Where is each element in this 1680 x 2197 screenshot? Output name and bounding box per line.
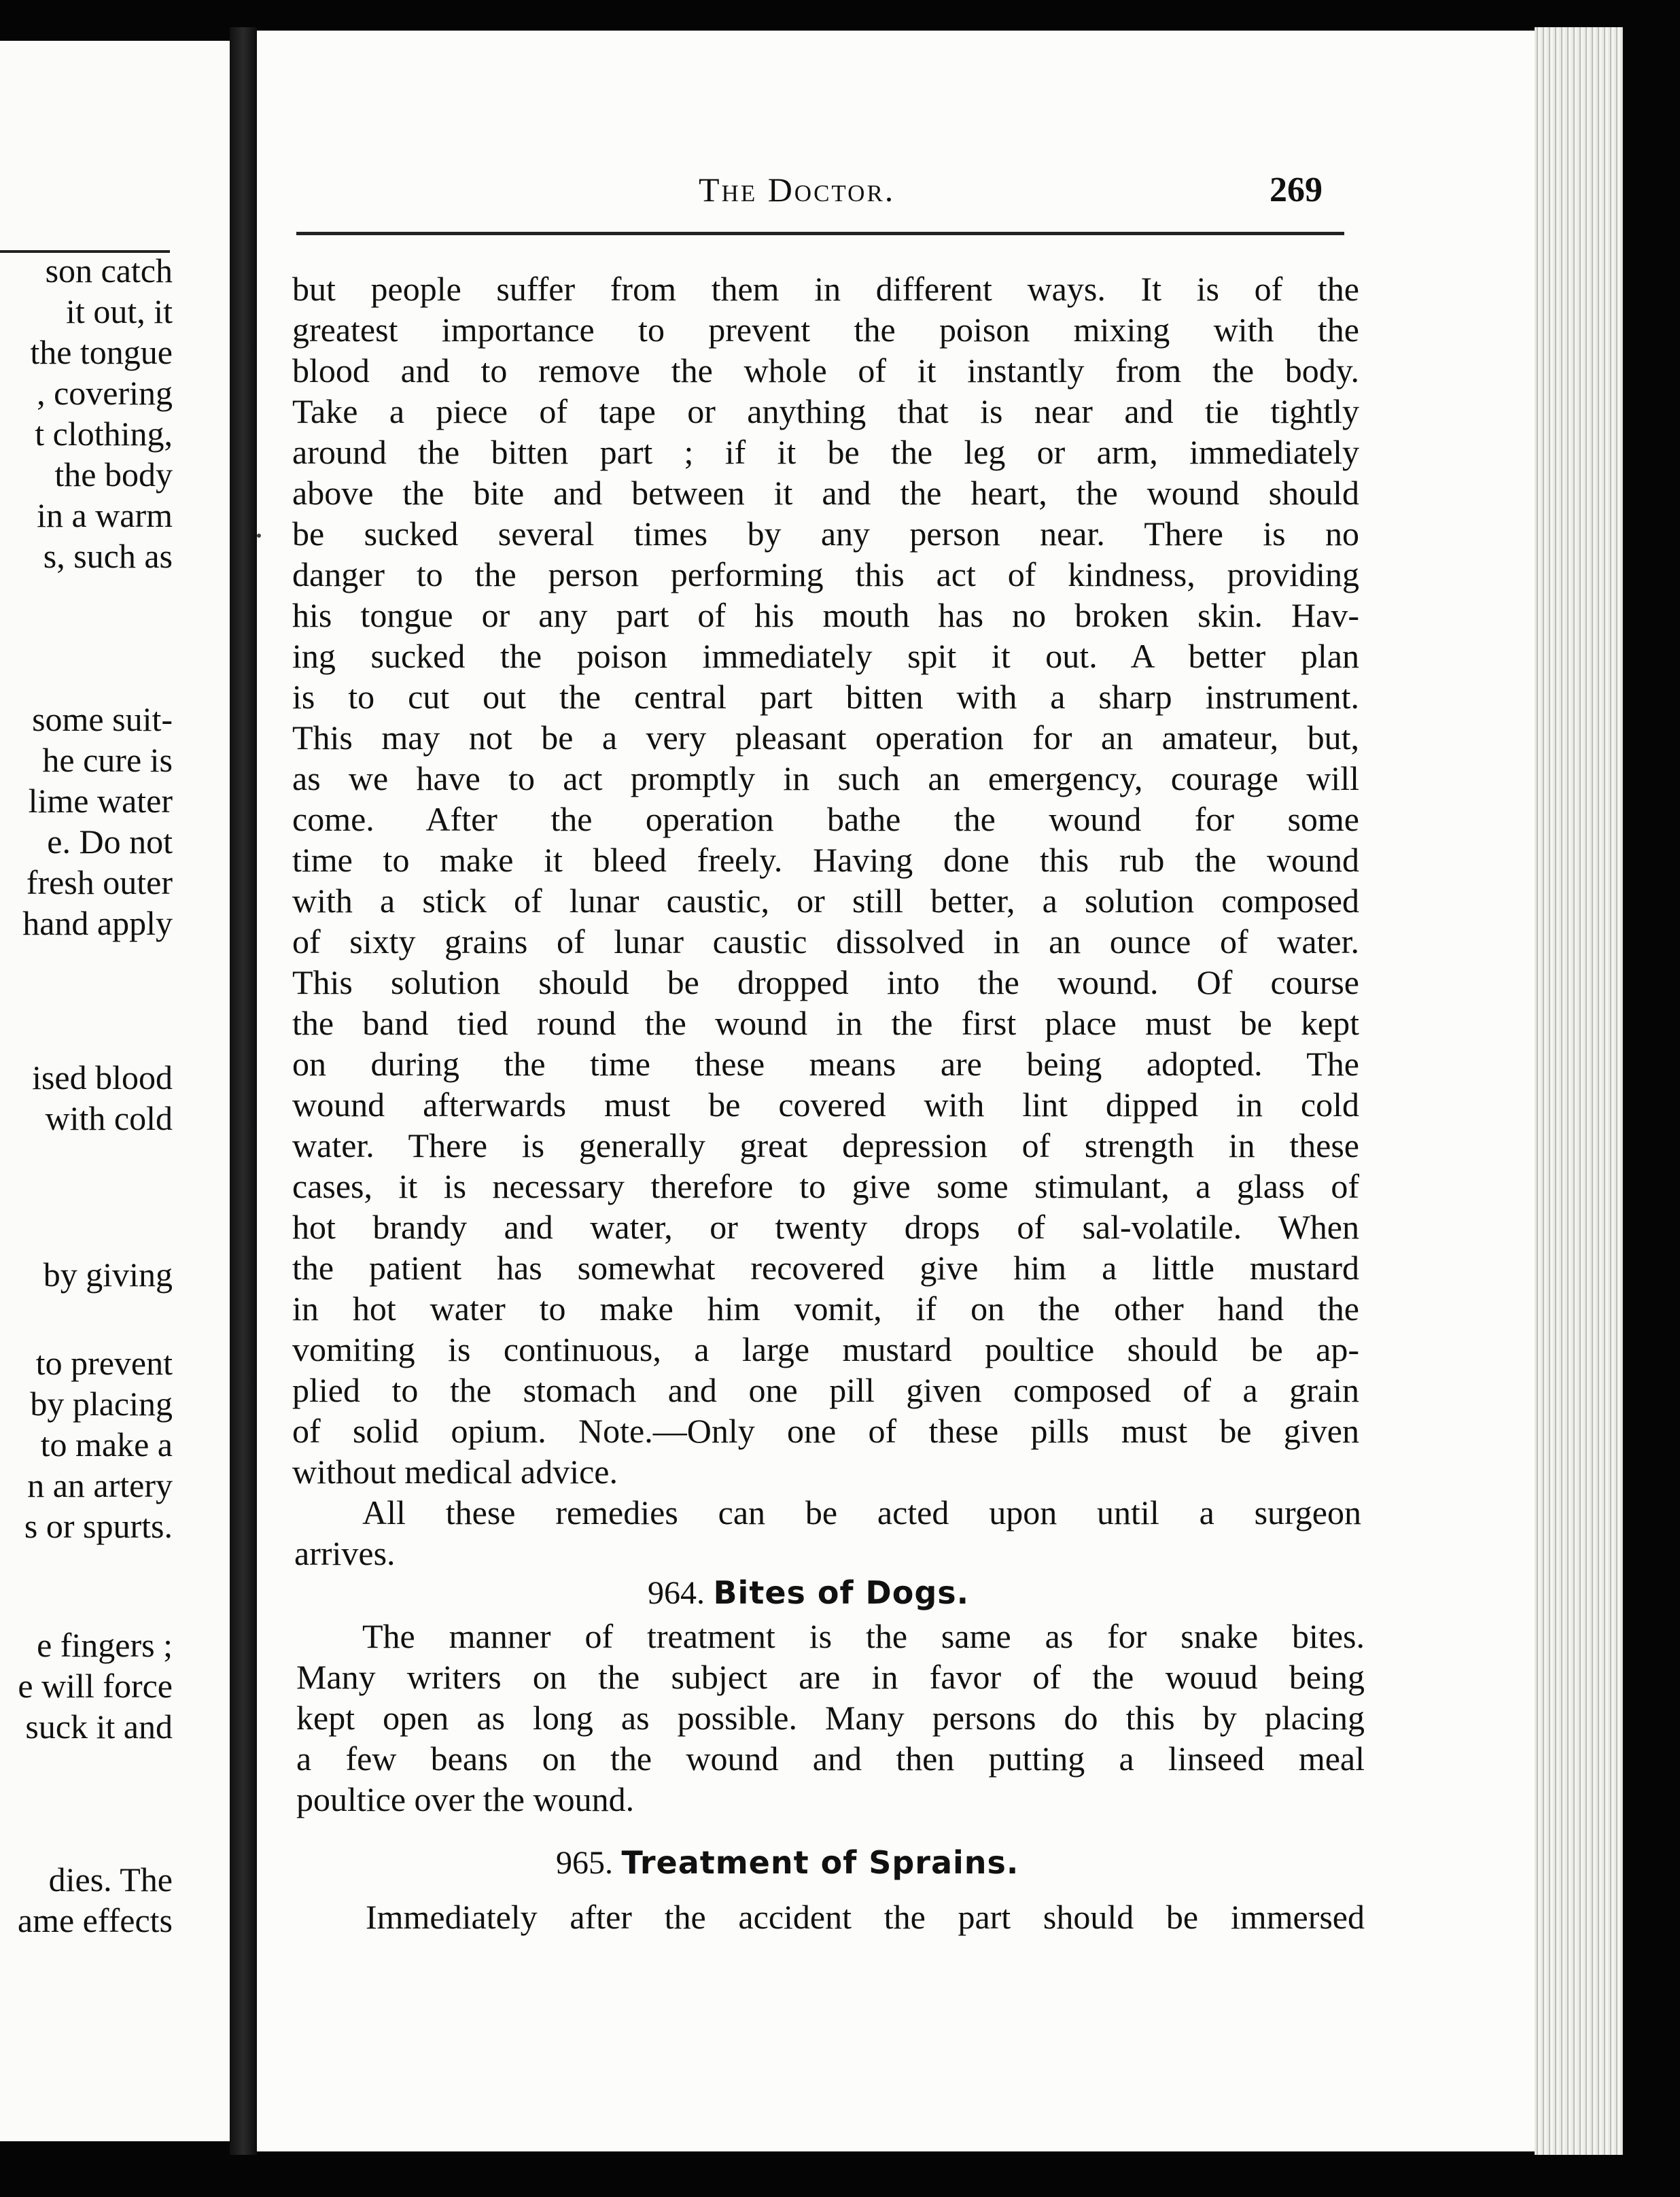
left-page-line: hand apply — [22, 904, 173, 942]
text-line: the patient has somewhat recovered give him a little mustard — [292, 1249, 1359, 1287]
header-rule — [296, 232, 1344, 235]
text-line: plied to the stomach and one pill given composed of a grain — [292, 1371, 1359, 1409]
text-line: poultice over the wound. — [296, 1780, 635, 1818]
text-line: wound afterwards must be covered with lint dipped in cold — [292, 1086, 1359, 1124]
left-page-line: he cure is — [42, 741, 173, 779]
section-number: 964. — [648, 1575, 705, 1611]
text-line: around the bitten part ; if it be the leg or arm, immediately — [292, 433, 1359, 471]
left-page-line: with cold — [45, 1099, 173, 1137]
text-line: Immediately after the accident the part should be immersed — [366, 1898, 1365, 1936]
page-number: 269 — [1270, 171, 1323, 209]
text-line: water. There is generally great depression of strength in these — [292, 1126, 1359, 1164]
left-page-line: to make a — [40, 1425, 173, 1464]
left-page-line: in a warm — [37, 496, 173, 534]
section-title: Bites of Dogs. — [713, 1574, 970, 1611]
left-page-line: fresh outer — [26, 863, 173, 901]
text-line: danger to the person performing this act of kindness, providing — [292, 555, 1359, 593]
text-line: cases, it is necessary therefore to give some stimulant, a glass of — [292, 1167, 1359, 1205]
left-page-line: e. Do not — [47, 823, 173, 861]
text-line: the band tied round the wound in the first place must be kept — [292, 1004, 1359, 1042]
section-heading-964 — [648, 1572, 969, 1612]
text-line: as we have to act promptly in such an emergency, courage will — [292, 759, 1359, 797]
left-page-line: t clothing, — [35, 415, 173, 453]
text-line: Many writers on the subject are in favor of the wouud being — [296, 1658, 1365, 1696]
left-page-line: e fingers ; — [37, 1626, 173, 1664]
left-page-line: dies. The — [48, 1861, 173, 1899]
text-line: kept open as long as possible. Many persons do this by placing — [296, 1699, 1365, 1737]
text-line: but people suffer from them in different ways. It is of the — [292, 270, 1359, 308]
section-heading-965 — [556, 1842, 1019, 1882]
text-line: a few beans on the wound and then putting a linseed meal — [296, 1740, 1365, 1778]
text-line: This solution should be dropped into the wound. Of course — [292, 963, 1359, 1001]
page-edges — [1535, 27, 1623, 2155]
text-line: greatest importance to prevent the poison mixing with the — [292, 311, 1359, 349]
text-line: his tongue or any part of his mouth has no broken skin. Hav- — [292, 596, 1359, 634]
left-page-line: s, such as — [43, 537, 173, 575]
left-page-line: by placing — [30, 1385, 173, 1423]
left-page-line: ised blood — [32, 1058, 173, 1096]
left-page-line: son catch — [45, 252, 173, 290]
text-line: hot brandy and water, or twenty drops of sal-volatile. When — [292, 1208, 1359, 1246]
text-line: above the bite and between it and the heart, the wound should — [292, 474, 1359, 512]
left-page-line: , covering — [37, 374, 173, 412]
text-line: of sixty grains of lunar caustic dissolved in an ounce of water. — [292, 922, 1359, 961]
left-page-line: n an artery — [27, 1466, 173, 1504]
text-line: with a stick of lunar caustic, or still better, a solution composed — [292, 882, 1359, 920]
text-line: ing sucked the poison immediately spit it out. A better plan — [292, 637, 1359, 675]
text-line: Take a piece of tape or anything that is near and tie tightly — [292, 392, 1359, 430]
text-line: on during the time these means are being adopted. The — [292, 1045, 1359, 1083]
left-page-line: ame effects — [17, 1901, 173, 1939]
left-page-line: it out, it — [66, 292, 173, 330]
left-page-line: by giving — [43, 1256, 173, 1294]
text-line: The manner of treatment is the same as for snake bites. — [362, 1617, 1365, 1655]
text-line: blood and to remove the whole of it instantly from the body. — [292, 351, 1359, 390]
section-title: Treatment of Sprains. — [621, 1844, 1019, 1881]
left-page-line: suck it and — [25, 1708, 173, 1746]
running-title: The Doctor. — [699, 171, 896, 209]
left-page-line: e will force — [18, 1667, 173, 1705]
scan-speck — [257, 534, 261, 538]
text-line: be sucked several times by any person near. There is no — [292, 515, 1359, 553]
left-page-line: s or spurts. — [24, 1507, 173, 1545]
text-line: come. After the operation bathe the wound for some — [292, 800, 1359, 838]
main-page — [257, 31, 1535, 2151]
left-page-line: the tongue — [30, 333, 173, 371]
text-line: time to make it bleed freely. Having done this rub the wound — [292, 841, 1359, 879]
left-page-line: the body — [54, 455, 173, 494]
text-line: in hot water to make him vomit, if on the other hand the — [292, 1290, 1359, 1328]
book-gutter — [230, 27, 257, 2155]
section-number: 965. — [556, 1845, 613, 1881]
text-line: arrives. — [294, 1534, 396, 1572]
text-line: This may not be a very pleasant operation for an amateur, but, — [292, 719, 1359, 757]
left-page-line: lime water — [28, 782, 173, 820]
left-page-line: some suit- — [32, 700, 173, 738]
text-line: All these remedies can be acted upon until a surgeon — [362, 1493, 1361, 1532]
text-line: vomiting is continuous, a large mustard poultice should be ap- — [292, 1330, 1359, 1368]
text-line: is to cut out the central part bitten with a sharp instrument. — [292, 678, 1359, 716]
running-head — [257, 170, 1535, 218]
left-facing-page — [0, 41, 232, 2141]
text-line: of solid opium. Note.—Only one of these pills must be given — [292, 1412, 1359, 1450]
text-line: without medical advice. — [292, 1453, 618, 1491]
left-page-line: to prevent — [35, 1344, 173, 1382]
